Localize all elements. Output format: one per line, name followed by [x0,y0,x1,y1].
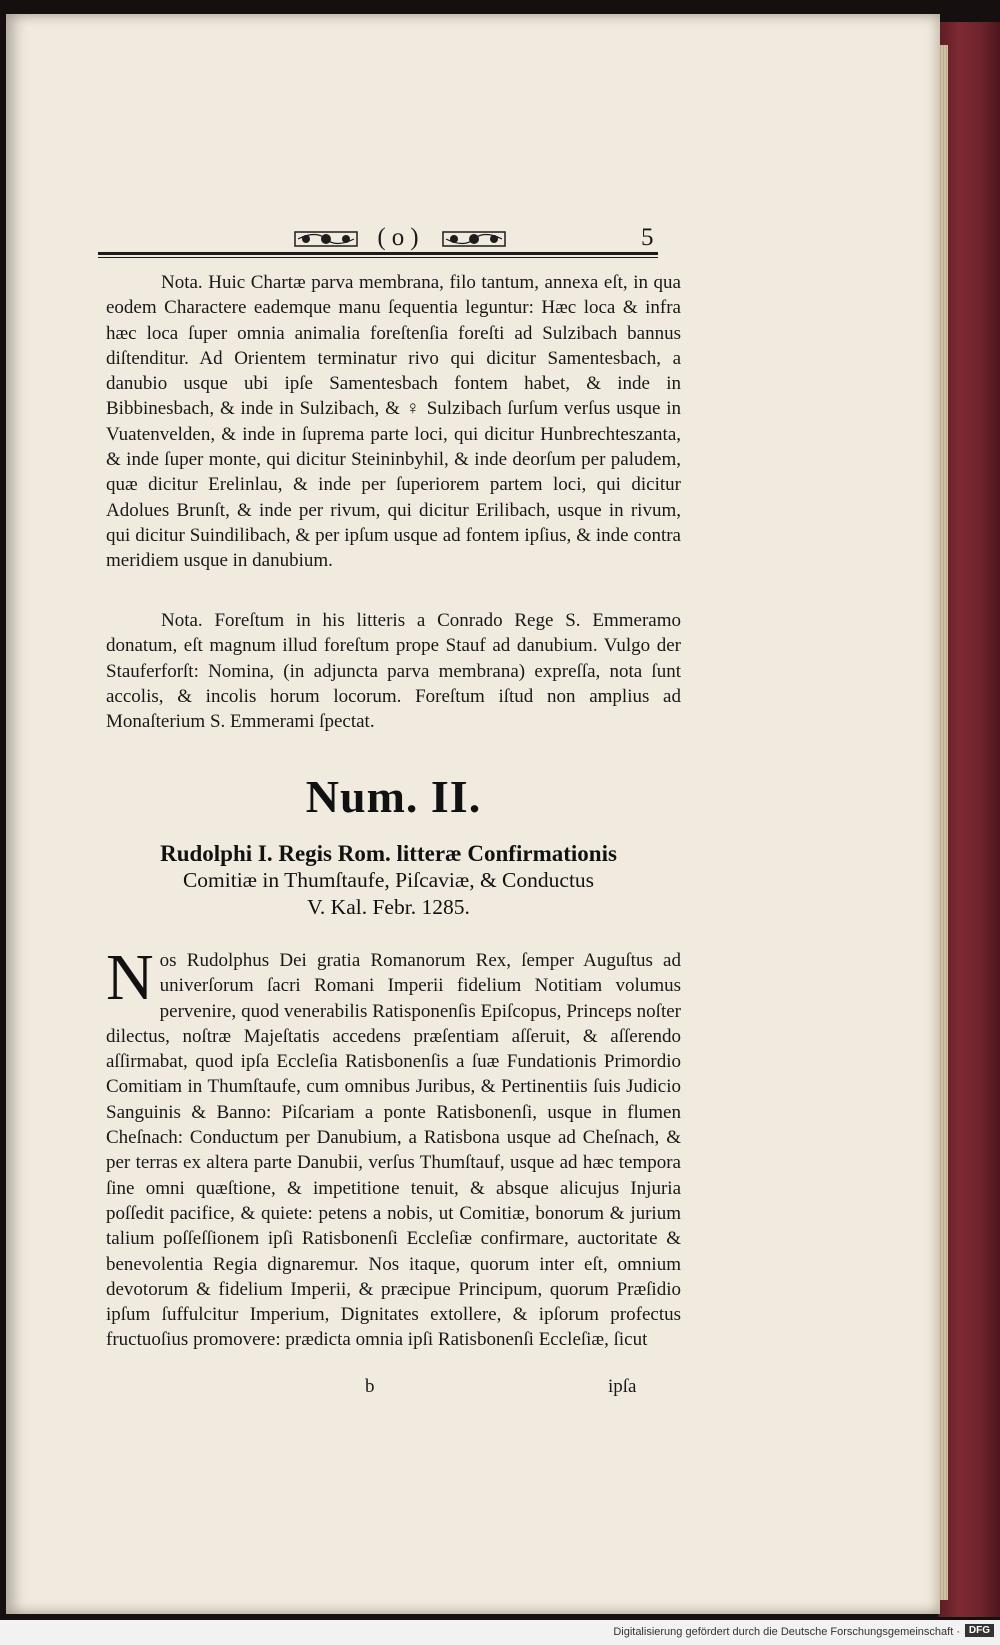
catchword: ipſa [608,1376,637,1397]
document-subtitle [96,840,681,921]
header-rule-thin [98,257,658,258]
ornament-left-icon [294,228,358,250]
note-paragraph-2: Nota. Foreſtum in his litteris a Conrado Rege S. Emmeramo donatum, eſt magnum illud foreſtum prope Stauf ad danubium. Vulgo der Stauferforſt: Nomina, (in adjuncta parva membrana) expreſſa, nota ſunt accolis, & incolis horum locorum. Foreſtum iſtud non amplius ad Monaſterium S. Emmerami ſpectat. [106,610,681,733]
footer-credit: Digitalisierung gefördert durch die Deutsche Forschungsgemeinschaft · [613,1626,960,1638]
ornament-right-icon [442,228,506,250]
page-header [98,226,688,260]
dfg-logo: DFG [965,1624,994,1637]
footer-bar [0,1620,1000,1645]
subtitle-line-2: Comitiæ in Thumſtaufe, Piſcaviæ, & Conductus [182,868,595,892]
page-number: 5 [641,224,654,251]
signature-mark: b [365,1376,375,1397]
subtitle-line-3: V. Kal. Febr. 1285. [307,895,470,919]
charter-body [106,941,681,1353]
subtitle-line-1: Rudolphi I. Regis Rom. litteræ Confirmationis [160,841,617,866]
section-title: Num. II. [305,771,482,822]
charter-text: os Rudolphus Dei gratia Romanorum Rex, ſemper Auguſtus ad univerſorum ſacri Romani Imperii fidelium Notitiam volumus pervenire, quod venerabilis Ratisponenſis Epiſcopus, Princeps noſter dilectus, noſtræ Majeſtatis accedens præſentiam aſſeruit, & aſſerendo aſſirmabat, quod ipſa Eccleſia Ratisbonenſis a ſuæ Fundationis Primordio Comitiam in Thumſtaufe, cum omnibus Juribus, & Pertinentiis ſuis Judicio Sanguinis & Banno: Piſcariam a ponte Ratisbonenſi, usque in flumen Cheſnach: Conductum per Danubium, a Ratisbona usque ad Cheſnach, & per terras ex altera parte Danubii, verſus Thumſtauf, usque ad hæc tempora ſine omni quæſtione, & impetitione tenuit, & absque alicujus Injuria poſſedit pacifice, & quiete: petens a nobis, ut Comitiæ, bonorum & jurium talium poſſeſſionem ipſi Ratisbonenſi Eccleſiæ confirmare, auctoritate & benevolentia Regia dignaremur. Nos itaque, quorum inter eſt, omnium devotorum & fidelium Imperii, & præcipue Principum, quorum Præſidio ipſum ſuffulcitur Imperium, Dignitates extollere, & ipſorum profectus fructuoſius promovere: prædicta omnia ipſi Ratisbonenſi Eccleſiæ, ſicut [106,950,681,1351]
note-paragraph-1: Nota. Huic Chartæ parva membrana, filo tantum, annexa eſt, in qua eodem Charactere eademque manu ſequentia leguntur: Hæc loca & infra hæc loca ſuper omnia animalia foreſtenſia foreſti ad Sulzibach bannus diſtenditur. Ad Orientem terminatur rivo qui dicitur Samentesbach, a danubio usque ubi ipſe Samentesbach fontem habet, & inde in Bibbinesbach, & inde in Sulzibach, & ♀ Sulzibach ſurſum verſus usque in Vuatenvelden, & inde in ſuprema parte loci, qui dicitur Hunbrechteszanta, & inde ſuper monte, qui dicitur Steininbyhil, & inde deorſum per paludem, quæ dicitur Erelinlau, & inde per ſuperiorem partem loci, qui dicitur Adolues Brunſt, & inde per rivum, qui dicitur Erilibach, usque in rivum, qui dicitur Suindilibach, & per ipſum usque ad fontem ipſius, & inde contra meridiem usque in danubium. [106,272,681,572]
header-rule [98,252,658,255]
header-center-text: (o) [377,224,425,251]
drop-cap: N [106,941,154,1014]
